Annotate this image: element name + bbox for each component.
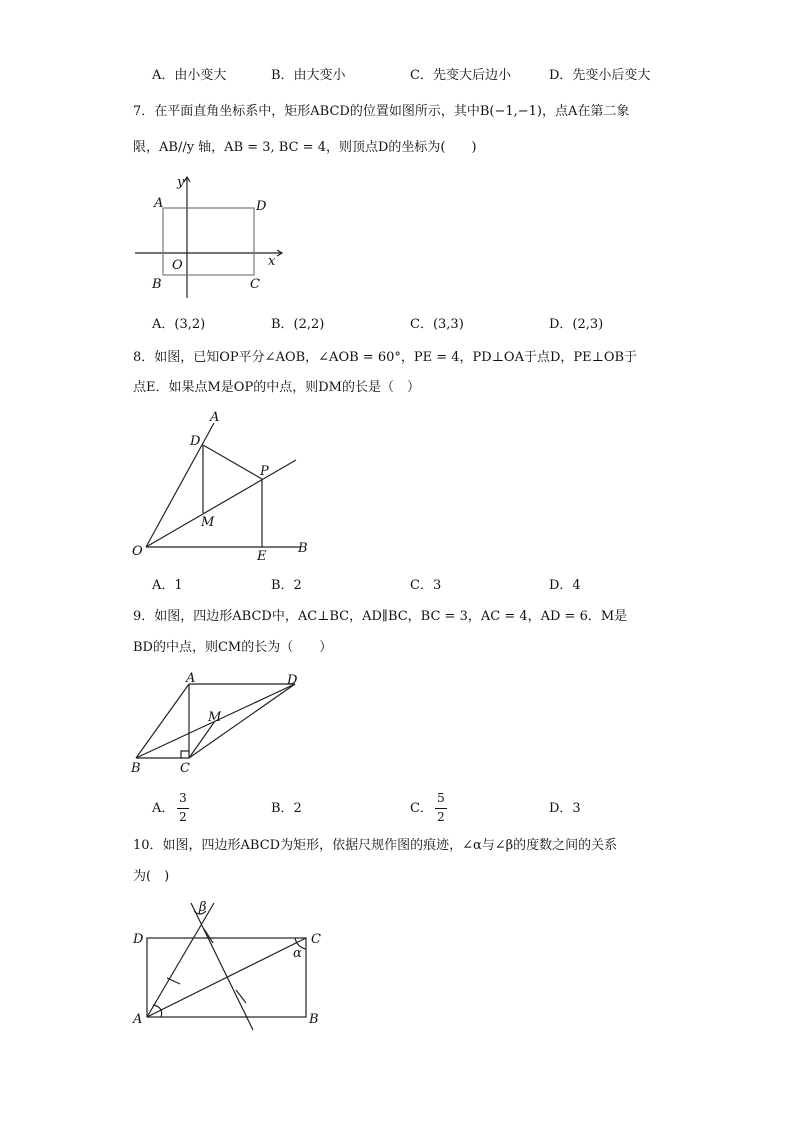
q9-option-b: B．2 [271,801,302,816]
q8-text-line2: 点E．如果点M是OP的中点，则DM的长是（ ） [133,380,420,395]
q9-option-a-prefix: A． [152,801,175,816]
label-d: D [256,199,267,214]
label-c: C [180,761,190,776]
q9-text-line2: BD的中点，则CM的长为（ ） [133,640,333,655]
q6-option-c: C．先变大后边小 [410,68,511,83]
label-d: D [287,673,298,688]
label-m: M [208,710,222,725]
q7-option-c: C．(3,3) [410,317,464,332]
label-m: M [201,515,215,530]
construction-tick [204,929,213,943]
label-alpha: α [293,946,302,961]
q7-option-b: B．(2,2) [271,317,325,332]
q7-option-a: A．(3,2) [152,317,206,332]
segment-dp [203,445,262,479]
q10-figure [130,895,330,1035]
q7-text-line2: 限，AB//y 轴，AB = 3, BC = 4，则顶点D的坐标为( ) [133,140,477,155]
label-o: O [172,258,183,273]
construction-tick [167,978,180,984]
label-c: C [311,932,321,947]
q6-option-d: D．先变小后变大 [549,68,651,83]
label-o: O [132,544,143,559]
q9-option-a-numerator: 3 [179,791,187,805]
label-b: B [309,1012,319,1027]
q6-option-a: A．由小变大 [152,68,227,83]
q9-option-a-fraction-bar [177,808,189,809]
q8-option-d: D．4 [549,578,581,593]
label-p: P [260,464,269,479]
construction-tick [236,990,246,1003]
q9-option-d: D．3 [549,801,581,816]
right-angle-mark [181,751,189,758]
q9-figure [130,672,310,782]
q9-text-line1: 9．如图，四边形ABCD中，AC⊥BC，AD∥BC，BC = 3，AC = 4，AD = 6．M是 [133,609,628,624]
q8-option-c: C．3 [410,578,442,593]
label-d: D [133,932,144,947]
label-b: B [131,761,141,776]
label-c: C [250,277,260,292]
q8-figure [130,405,320,565]
label-b: B [152,277,162,292]
q9-option-c-prefix: C． [410,801,433,816]
label-a: A [210,410,220,425]
q9-option-c-denominator: 2 [437,810,445,824]
q9-option-a-denominator: 2 [179,810,187,824]
q9-option-c-fraction-bar [435,808,447,809]
q7-figure [130,172,290,302]
label-a: A [186,671,196,686]
segment-cm [189,721,215,758]
ray-op [146,460,296,547]
label-x: x [268,254,276,269]
q8-option-a: A．1 [152,578,183,593]
label-a: A [133,1012,143,1027]
q8-option-b: B．2 [271,578,302,593]
label-b: B [298,541,308,556]
label-e: E [257,549,267,564]
q9-option-c-numerator: 5 [437,791,445,805]
segment-cd [189,684,295,758]
label-d: D [190,434,201,449]
perpendicular-bisector-line [191,903,253,1030]
segment-ba [136,684,189,758]
label-y: y [177,175,185,190]
q10-text-line2: 为( ) [133,869,170,884]
q10-text-line1: 10．如图，四边形ABCD为矩形，依据尺规作图的痕迹，∠α与∠β的度数之间的关系 [133,838,618,853]
q7-text-line1: 7．在平面直角坐标系中，矩形ABCD的位置如图所示，其中B(−1,−1)，点A在第二象 [133,104,630,119]
q8-text-line1: 8．如图，已知OP平分∠AOB，∠AOB = 60°，PE = 4，PD⊥OA于点D，PE⊥OB于 [133,350,638,365]
label-beta: β [199,900,207,915]
q6-option-b: B．由大变小 [271,68,346,83]
label-a: A [154,196,164,211]
q7-option-d: D．(2,3) [549,317,604,332]
